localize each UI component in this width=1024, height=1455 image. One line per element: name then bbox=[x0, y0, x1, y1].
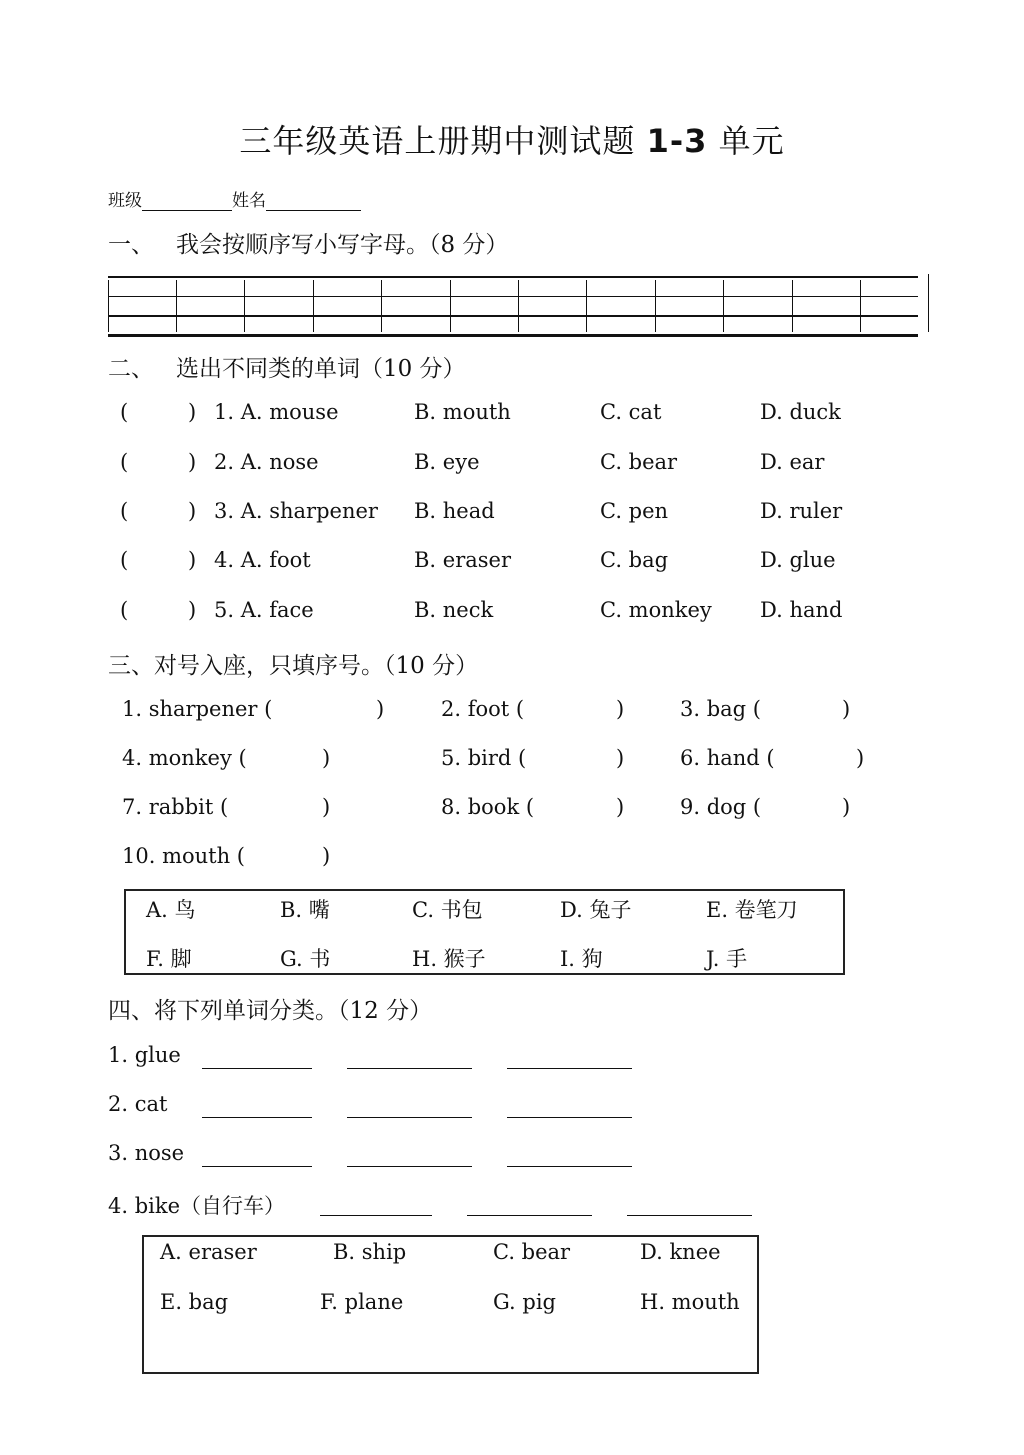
section-4-heading: 四、将下列单词分类。（12 分） bbox=[108, 998, 433, 1024]
question-option-a: 2. A. nose bbox=[214, 450, 319, 474]
category-blank[interactable] bbox=[467, 1215, 592, 1216]
category-label: 4. bike（自行车） bbox=[108, 1194, 286, 1218]
grid-divider bbox=[108, 280, 109, 332]
category-blank[interactable] bbox=[507, 1068, 632, 1069]
category-blank[interactable] bbox=[202, 1068, 312, 1069]
match-answer-close[interactable]: ) bbox=[616, 697, 625, 721]
question-option-d: D. ear bbox=[760, 450, 825, 474]
question-option-c: C. bear bbox=[600, 450, 678, 474]
grid-divider bbox=[792, 280, 793, 332]
match-answer-close[interactable]: ) bbox=[842, 795, 851, 819]
category-blank[interactable] bbox=[507, 1166, 632, 1167]
answer-paren-open[interactable]: ( bbox=[120, 499, 129, 523]
grid-line bbox=[108, 315, 918, 317]
match-item: 10. mouth ( bbox=[122, 844, 245, 868]
category-option: D. knee bbox=[640, 1240, 721, 1264]
question-option-c: C. bag bbox=[600, 548, 669, 572]
section-1-text: 我会按顺序写小写字母。（8 分） bbox=[175, 232, 509, 258]
category-blank[interactable] bbox=[202, 1117, 312, 1118]
name-blank[interactable] bbox=[266, 194, 361, 211]
answer-paren-close: ) bbox=[188, 400, 197, 424]
section-2-num: 二、 bbox=[108, 356, 154, 382]
grid-divider bbox=[176, 280, 177, 332]
category-blank[interactable] bbox=[320, 1215, 432, 1216]
match-answer-close[interactable]: ) bbox=[616, 746, 625, 770]
question-option-a: 4. A. foot bbox=[214, 548, 311, 572]
question-option-d: D. glue bbox=[760, 548, 836, 572]
match-option: B. 嘴 bbox=[280, 898, 330, 922]
grid-divider bbox=[586, 280, 587, 332]
match-item: 6. hand ( bbox=[680, 746, 775, 770]
category-label: 3. nose bbox=[108, 1141, 185, 1165]
grid-divider bbox=[450, 280, 451, 332]
question-option-b: B. eye bbox=[414, 450, 480, 474]
match-answer-close[interactable]: ) bbox=[322, 795, 331, 819]
grid-line bbox=[108, 276, 918, 278]
category-blank[interactable] bbox=[347, 1166, 472, 1167]
match-item: 8. book ( bbox=[441, 795, 535, 819]
category-blank[interactable] bbox=[627, 1215, 752, 1216]
match-option: G. 书 bbox=[280, 947, 331, 971]
match-answer-close[interactable]: ) bbox=[842, 697, 851, 721]
match-item: 7. rabbit ( bbox=[122, 795, 229, 819]
answer-paren-open[interactable]: ( bbox=[120, 548, 129, 572]
question-option-b: B. mouth bbox=[414, 400, 511, 424]
match-option: D. 兔子 bbox=[560, 898, 632, 922]
question-option-a: 1. A. mouse bbox=[214, 400, 339, 424]
section-3-heading: 三、对号入座，只填序号。（10 分） bbox=[108, 653, 479, 679]
match-item: 4. monkey ( bbox=[122, 746, 247, 770]
grid-edge bbox=[928, 274, 929, 332]
answer-paren-open[interactable]: ( bbox=[120, 450, 129, 474]
category-blank[interactable] bbox=[202, 1166, 312, 1167]
grid-line bbox=[108, 334, 918, 337]
answer-paren-close: ) bbox=[188, 499, 197, 523]
answer-paren-open[interactable]: ( bbox=[120, 598, 129, 622]
grid-divider bbox=[723, 280, 724, 332]
page-title bbox=[0, 116, 1024, 162]
grid-line bbox=[108, 296, 918, 297]
match-option: H. 猴子 bbox=[412, 947, 486, 971]
category-option: B. ship bbox=[333, 1240, 407, 1264]
handwriting-grid[interactable] bbox=[108, 272, 918, 338]
grid-divider bbox=[860, 280, 861, 332]
category-option: E. bag bbox=[160, 1290, 229, 1314]
category-blank[interactable] bbox=[507, 1117, 632, 1118]
match-option: A. 鸟 bbox=[146, 898, 196, 922]
class-blank[interactable] bbox=[142, 194, 232, 211]
answer-paren-open[interactable]: ( bbox=[120, 400, 129, 424]
title-main: 三年级英语上册期中测试题 bbox=[239, 122, 636, 160]
section-2-heading bbox=[108, 350, 466, 383]
title-units: 1-3 bbox=[646, 122, 708, 160]
category-blank[interactable] bbox=[347, 1068, 472, 1069]
question-option-a: 5. A. face bbox=[214, 598, 314, 622]
name-label: 姓名 bbox=[232, 191, 266, 211]
category-option: C. bear bbox=[493, 1240, 571, 1264]
question-option-b: B. head bbox=[414, 499, 495, 523]
match-item: 3. bag ( bbox=[680, 697, 761, 721]
match-item: 9. dog ( bbox=[680, 795, 762, 819]
section-1-num: 一、 bbox=[108, 232, 154, 258]
question-option-c: C. pen bbox=[600, 499, 669, 523]
category-option: G. pig bbox=[493, 1290, 556, 1314]
grid-divider bbox=[381, 280, 382, 332]
question-option-a: 3. A. sharpener bbox=[214, 499, 378, 523]
section-1-heading bbox=[108, 226, 508, 259]
class-label: 班级 bbox=[108, 191, 142, 211]
category-option: F. plane bbox=[320, 1290, 404, 1314]
answer-paren-close: ) bbox=[188, 598, 197, 622]
category-label: 1. glue bbox=[108, 1043, 181, 1067]
title-suffix: 单元 bbox=[718, 122, 785, 160]
question-option-c: C. monkey bbox=[600, 598, 712, 622]
question-option-b: B. eraser bbox=[414, 548, 512, 572]
question-option-c: C. cat bbox=[600, 400, 662, 424]
grid-divider bbox=[313, 280, 314, 332]
match-option: F. 脚 bbox=[146, 947, 192, 971]
grid-divider bbox=[244, 280, 245, 332]
match-item: 5. bird ( bbox=[441, 746, 527, 770]
match-answer-close[interactable]: ) bbox=[376, 697, 385, 721]
category-blank[interactable] bbox=[347, 1117, 472, 1118]
match-answer-close[interactable]: ) bbox=[856, 746, 865, 770]
question-option-d: D. ruler bbox=[760, 499, 843, 523]
answer-paren-close: ) bbox=[188, 450, 197, 474]
match-option: C. 书包 bbox=[412, 898, 483, 922]
answer-paren-close: ) bbox=[188, 548, 197, 572]
category-label: 2. cat bbox=[108, 1092, 168, 1116]
match-answer-close[interactable]: ) bbox=[616, 795, 625, 819]
question-option-d: D. duck bbox=[760, 400, 841, 424]
student-info bbox=[108, 186, 361, 211]
grid-divider bbox=[518, 280, 519, 332]
match-answer-close[interactable]: ) bbox=[322, 746, 331, 770]
match-option: J. 手 bbox=[706, 947, 748, 971]
match-answer-close[interactable]: ) bbox=[322, 844, 331, 868]
section-2-text: 选出不同类的单词（10 分） bbox=[175, 356, 466, 382]
match-option: E. 卷笔刀 bbox=[706, 898, 798, 922]
question-option-b: B. neck bbox=[414, 598, 494, 622]
question-option-d: D. hand bbox=[760, 598, 843, 622]
grid-divider bbox=[655, 280, 656, 332]
category-option: H. mouth bbox=[640, 1290, 740, 1314]
match-item: 1. sharpener ( bbox=[122, 697, 273, 721]
match-item: 2. foot ( bbox=[441, 697, 525, 721]
match-option: I. 狗 bbox=[560, 947, 603, 971]
category-option: A. eraser bbox=[160, 1240, 257, 1264]
